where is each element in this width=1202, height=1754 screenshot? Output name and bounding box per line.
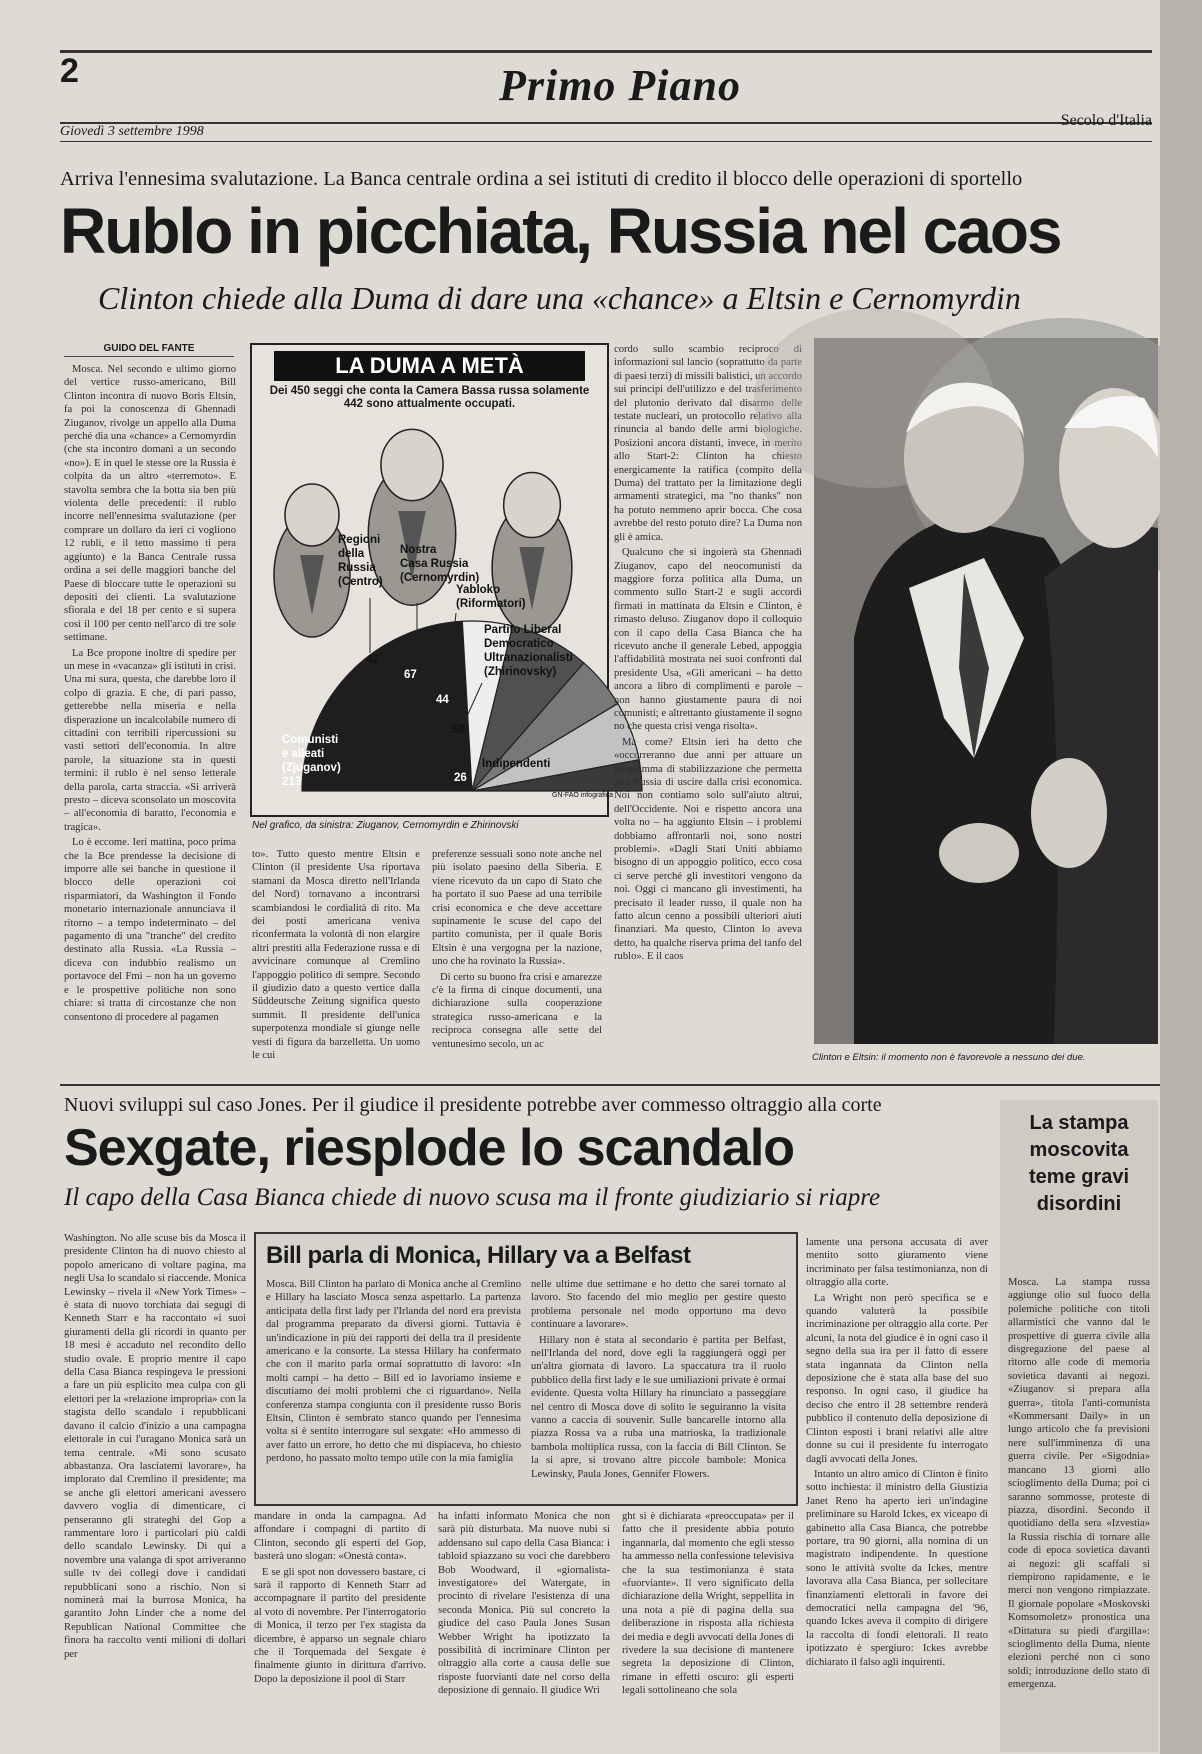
story2-kicker: Nuovi sviluppi sul caso Jones. Per il giudice il presidente potrebbe aver commesso oltraggio alla corte (64, 1094, 882, 1116)
story2-col5-p2: La Wright non però specifica se e quando valuterà la possibile incriminazione per oltraggio alla corte. Per alcuni, la nota del giudice è in ogni caso il segno della sua ira per il fatto di essere stata ingannata da Clinton nella deposizione che è stata alla base del suo responso. In ogni caso, il giudice ha deciso che entro il 28 settembre renderà pubblico il contenuto della deposizione di Clinton esposti i brani relativi alle altre donne su cui il presidente fu interrogato dagli avvocati della Jones. (806, 1292, 988, 1465)
label-communists-1: e alleati (282, 748, 325, 760)
value-67: 67 (404, 669, 417, 681)
label-communists-3: 213 (282, 776, 302, 788)
page-number: 2 (60, 52, 79, 90)
doll-ziuganov-face (285, 484, 339, 546)
paper-name: Secolo d'Italia (1060, 112, 1152, 129)
story1-byline: GUIDO DEL FANTE (64, 343, 234, 357)
story1-subhead: Clinton chiede alla Duma di dare una «chance» a Eltsin e Cernomyrdin (98, 280, 1021, 316)
label-regions-0: Regioni (338, 534, 381, 546)
value-42: 42 (366, 654, 379, 666)
photo-figures (814, 338, 1158, 1044)
hillary-box-p3: Hillary non è stata al secondario è partita per Belfast, nell'Irlanda del nord, dove egli la raggiungerà oggi per un'altra giornata di lavoro. La spaccatura tra il ruolo pubblico della first lady e le sue umiliazioni private è ormai evidente. Questa volta Hillary ha rinunciato a passeggiare nel centro di Mosca dove di solito le seguiranno la visita vanno a caccia di souvenir. Sulle bancarelle intorno alla piazza Rossa va a ruba una matrioska, la tradizionale bambola moltiplica russa, con la faccia di Bill Clinton. Se la si apre, si trovano altre piccole bambole: Monica Lewinsky, Paula Jones, Gennifer Flowers. (531, 1334, 786, 1480)
section-title: Primo Piano (498, 61, 742, 110)
sidebar-text: Mosca. La stampa russa aggiunge olio sul fuoco della polemiche politiche con titoli allarmistici che vanno dal le prospettive di guerra civile alla disgregazione del paese al ritorno alle code di memoria sovietica davanti ai negozi. «Ziuganov si prepara alla guerra», titola l'anti-comunista «Kommersant Daily» in un lungo articolo che fa previsioni nere sull'imminenza di una guerra civile. Per «Sigodnia» mancano 13 giorni allo scioglimento della Duma; poi ci saranno sommosse, proteste di piazza, disordini. Secondo il quotidiano della sera «Izvestia» la Russia rischia di tornare alle code di epoca sovietica davanti ai negozi: gli scaffali si riempirono rapidamente, e le merci non vengono rimpiazzate. Il giornale popolare «Moskovski Komsomoletz» pronostica una «Dittatura su piedi d'argilla»: scioglimento della Duma, niente elezioni perché non ci sono soldi; introduzione dello stato di emergenza. (1008, 1277, 1150, 1691)
hillary-box-column-2 (531, 1278, 786, 1498)
label-communists-2: (Zjuganov) (282, 762, 341, 774)
label-ndr-1: Casa Russia (400, 558, 469, 570)
duma-graphic (250, 343, 614, 817)
hillary-box-p2: nelle ultime due settimane e ho detto che sarei tornato al lavoro. Sto facendo del mio meglio per gestire questo problema personale nel modo opportuno ma devo continuare a lavorare». (531, 1279, 786, 1331)
label-ldpr-3: (Zhirinovsky) (484, 666, 557, 678)
story1-col4-p2: Qualcuno che si ingoierà sta Ghennadi Ziuganov, capo del neocomunisti da maggiore forza politica alla Duma, un commento sullo Start-2 e sugli accordi firmati in mattinata da Eltsin e Clinton, è rimasto deluso. Ziuganov dopo il colloquio con il capo della Casa Bianca che ha ricevuto anche il generale Lebed, appoggia l'affidabilità mostrata nei suoi confronti dal presidente Usa, «Gli americani – ha detto ancora a libro di complimenti e parole – non hanno giustamente paura di noi comunisti; e altrettanto giustamente il sogno no che questa crisi venga risolta». (614, 547, 803, 733)
label-ldpr-1: Democratico (484, 638, 554, 650)
top-rule (60, 50, 1152, 53)
doll-zhirinovski-face (504, 472, 561, 537)
story1-col1-p2: La Bce propone inoltre di spedire per un mese in «vacanza» gli istituti in crisi. Una mi sura, questa, che darebbe loro il colpo di grazia. E che, di pari passo, getterebbe nella miseria e nella disperazione un incalcolabile numero di cittadini con terribili ripercussioni su vasti settori dell'economia. In altre parole, la situazione sta in questi termini: il rublo è nel senso letterale della parola, carta straccia. «Si arriverà presto – diceva sconsolato un moscovita – all'economia di baratto, l'economia e tragica». (64, 647, 236, 833)
label-communists-0: Comunisti (282, 734, 339, 746)
label-ndr-2: (Cernomyrdin) (400, 572, 480, 584)
story2-column-3 (438, 1510, 610, 1750)
label-ldpr-2: Ultranazionalisti (484, 652, 573, 664)
hillary-box-p1: Mosca. Bill Clinton ha parlato di Monica anche al Cremlino e Hillary ha lasciato Mosca senza aspettarlo. La partenza anticipata della first lady per l'Irlanda del nord era prevista dal programma preparato da diversi giorni. Tuttavia è un'indicazione in più dei rapporti dei della tra il presidente americano e la consorte. La stessa Hillary ha confermato che con il marito parla ormai soprattutto di lavoro: «In molti campi – ha detto – Bill ed io lavoriamo insieme e discutiamo dei molti problemi che ci riguardano». Nella conferenza stampa congiunta con il presidente russo Boris Eltsin, Clinton è sembrato stanco quando per l'ennesima volta si è sentito interrogare sul sexgate: «Ho ammesso di aver fatto un errore, ho detto che mi dispiaceva, ho chiesto perdono, ho passato molto tempo utile con la mia famiglia (266, 1279, 521, 1465)
duma-pie-chart (252, 393, 614, 813)
graphic-subtitle: Dei 450 seggi che conta la Camera Bassa russa solamente 442 sono attualmente occupati. (269, 385, 590, 410)
story2-column-2 (254, 1510, 426, 1750)
story2-col2-p1: mandare in onda la campagna. Ad affondare i compagni di partito di Clinton, secondo gli esperti del Gop, basterà uno slogan: «Onestà conta». (254, 1511, 426, 1563)
graphic-credit: GN-FAO infografica (552, 792, 614, 799)
story1-column-4 (614, 343, 802, 1373)
graphic-caption: Nel grafico, da sinistra: Ziuganov, Cernomyrdin e Zhirinovski (252, 820, 519, 831)
story2-column-1 (64, 1232, 246, 1752)
story2-column-4 (622, 1510, 794, 1750)
header-bottom-rule (60, 141, 1152, 142)
story1-col1-p3: Lo è eccome. Ieri mattina, poco prima che la Bce prendesse la decisione di imporre alle sei banche in questione il blocco delle operazioni coi risparmiatori, da Washington il Fondo monetario internazionale annunciava il ritorno – a tempo indeterminato – del pagamento di una "tranche" del credito destinato alla Russia. «La Russia – diceva con indubbio realismo un portavoce del Fmi – non ha un governo e le prospettive politiche non sono chiare: si tratta di circostanze che non consentono di procedere al pagamen (64, 837, 236, 1023)
graphic-title: LA DUMA A METÀ (274, 351, 585, 381)
story1-headline: Rublo in picchiata, Russia nel caos (60, 195, 1061, 267)
story2-col3-p1: ha infatti informato Monica che non sarà più disturbata. Ma nuove nubi si addensano sul capo della Casa Bianca: i tabloid spiazzano su voci che darebbero Bob Woodward, il «giornalista-investigatore» del Watergate, in procinto di rivelare l'esistenza di una seconda Monica. Più sul concreto la giudice del caso Paula Jones Susan Webber Wright ha ipotizzato la possibilità di incriminare Clinton per oltraggio alla corte a causa delle sue risposte fuorvianti date nel corso della deposizione di gennaio. Il giudice Wri (438, 1511, 610, 1697)
label-regions-2: Russia (338, 562, 376, 574)
issue-date: Giovedì 3 settembre 1998 (60, 124, 204, 139)
label-ndr-0: Nostra (400, 544, 437, 556)
label-yabloko-0: Yabloko (456, 584, 501, 596)
label-yabloko-1: (Riformatori) (456, 598, 526, 610)
photo-caption: Clinton e Eltsin: il momento non è favorevole a nessuno dei due. (812, 1052, 1086, 1063)
story2-col1-p1: Washington. No alle scuse bis da Mosca il presidente Clinton ha di nuovo chiesto al popolo americano di voltare pagina, ma negli Usa lo scandalo si riaccende. Monica Lewinsky – rivela il «New York Times» – è stata di nuovo torchiata dai segugi di Kenneth Starr e ha raccontato «i suoi giuramenti della gli ricordi in quanto per 18 mesi è accaduto nel recondito dello studio ovale. E proprio mentre il capo della Casa Bianca respingeva le pressioni a fare un più esplicito mea culpa con gli elettori per la «relazione impropria» con la stagista dello scandalo i repubblicani davano il calcio d'inizio a una campagna elettorale in cui l'uragano Monica sarà un tema centrale. «Mi sono scusato abbastanza. Ora lasciatemi lavorare», ha implorato dal Cremlino il presidente; ma se anche gli elettori americani avessero davvero voglia di dimenticare, ci penseranno gli strateghi del Gop a rammentare loro i particolari più caldi dello scandalo Lewinsky. Di qui a novembre una valanga di spot arriveranno sulle tv dei collegi dove i candidati repubblicani sono a rischio. Non si nominerà mai la burrosa Monica, ha garantito John Linder che a nome del Republican National Committee che finora ha raccolto venti milioni di dollari per (64, 1233, 246, 1660)
story1-col3-p2: Di certo su buono fra crisi e amarezze c'è la firma di cinque documenti, una dichiarazione sulla cooperazione strategica russo-americana e la reciproca consegna alle sette del ventunesimo secolo, un ac (432, 971, 602, 1050)
doll-cernomyrdin-face (381, 429, 443, 500)
label-regions-1: della (338, 548, 365, 560)
story1-col4-p1: cordo sullo scambio reciproco di informazioni sul lancio (soprattutto da parte di paesi terzi) di missili balistici, un accordo sui principi dell'utilizzo e del trasferimento del plutonio derivato dal disarmo delle testate nucleari, un protocollo relativo alla rinuncia al bando delle armi biologiche. Posizioni ancora distanti, invece, in merito allo Start-2: Clinton ha chiesto energicamente la ratifica (compito della Duma) del trattato per la limitazione degli armamenti strategici, ma "no thanks" non ha potuto nemmeno aprir bocca. Che cosa avrebbe del resto potuto dire? La Duma non gli è amica. (614, 344, 802, 543)
clinton-eltsin-photo (814, 338, 1158, 1044)
story2-col2-p2: E se gli spot non dovessero bastare, ci sarà il rapporto di Kenneth Starr ad accompagnare il partito del presidente al voto di novembre. Per l'interrogatorio di Monica, il terzo per l'ex stagista da dicembre, è apparso un segnale chiaro che il Torquemada del Sexgate è finalmente giunto in dirittura d'arrivo. Dopo la deposizione il pool di Starr (254, 1566, 426, 1685)
story1-col1-p1: Mosca. Nel secondo e ultimo giorno del vertice russo-americano, Bill Clinton incontra di nuovo Boris Eltsin, fa poi la conoscenza di Ghennadi Ziuganov, rivolge un appello alla Duma perché dia una «chance» a Cernomyrdin (che sta incontro domani a un secondo «no»). E in quel le stesse ore la Russia è colpita da un altro «terremoto». E stavolta sembra che la botta sia ben più violenta delle precedenti: il rublo incorre nell'ennesima svalutazione (per comprare un dollaro da ieri ci vogliono 12 rubli, e il tetto massimo ti pera aggiunto) e la Banca Centrale russa ordina a sei delle maggiori banche del Paese di bloccare tutte le operazioni su depositi dei clienti. La svalutazione sfiorala e del 18 per cento e si supera così il 100 per cento nell'arco di tre sole settimane. (64, 364, 236, 644)
story2-col4-p1: ght si è dichiarata «preoccupata» per il fatto che il presidente abbia potuto ingannarla, dal momento che egli stesso ha ammesso nella confessione televisiva che la sua testimonianza è stata «fuorviante». Il vero significato della dichiarazione della Wright, seppellita in una nota a piè di pagina della sua deliberazione in risposta alla richiesta dei media e degli avvocati della Jones di rivedere la sua decisione di mantenere segreta la deposizione di Clinton, rimane in effetti oscuro: gli esperti legali sottolineano che sola (622, 1511, 794, 1697)
hillary-box-headline: Bill parla di Monica, Hillary va a Belfast (266, 1242, 691, 1269)
story2-col5-p1: lamente una persona accusata di aver mentito sotto giuramento viene incriminato per falsa testimonianza, non di oltraggio alla corte. (806, 1237, 988, 1289)
value-50: 50 (452, 724, 465, 736)
story1-col3-p1: preferenze sessuali sono note anche nel più isolato paesino della Siberia. E viene ricevuto da un capo di Stato che ha portato il suo Paese ad una terribile crisi economica e che deve accettare supinamente le scuse del capo del partito comunista, per il quale Boris Eltsin è una vergogna per la nazione, uno che ha rovinato la Russia». (432, 849, 602, 968)
story1-column-1 (64, 363, 236, 1373)
label-regions-3: (Centro) (338, 576, 383, 588)
hillary-box (254, 1232, 798, 1506)
section-divider (60, 1084, 1160, 1086)
page-edge (1160, 0, 1202, 1754)
label-independents: Indipendenti (482, 758, 551, 770)
value-44: 44 (436, 694, 449, 706)
value-26: 26 (454, 772, 467, 784)
story1-col2-p1: to». Tutto questo mentre Eltsin e Clinton (il presidente Usa riportava stamani da Mosca diretto nell'Irlanda del Nord) tornavano a incontrarsi scambiandosi le cordialità di rito. Ma dei posti americana veniva riconfermata la volontà di non elargire altri prestiti alla Federazione russa e di avvicinare comunque al Cremlino l'appoggio politico di sempre. Secondo il giudizio dato a questo vertice dalla Süddeutsche Zeitung significa questo summit. Il presidente dell'unica superpotenza mondiale si giunge nelle vesti di figura da barzelletta. Un uomo le cui (252, 849, 420, 1062)
story1-kicker: Arriva l'ennesima svalutazione. La Banca centrale ordina a sei istituti di credito il blocco delle operazioni di sportello (60, 168, 1023, 190)
hillary-box-column-1 (266, 1278, 521, 1498)
story2-headline: Sexgate, riesplode lo scandalo (64, 1119, 795, 1177)
story2-subhead: Il capo della Casa Bianca chiede di nuovo scusa ma il fronte giudiziario si riapre (64, 1184, 881, 1211)
story2-col5-p3: Intanto un altro amico di Clinton è finito sotto inchiesta: il ministro della Giustizia Janet Reno ha aperto ieri un'indagine preliminare su Harold Ickes, ex viceapo di gabinetto alla Casa Bianca, che potrebbe portare, tra 90 giorni, alla nomina di un magistrato indipendente. In questione sono le attività svolte da Ickes, mentre lavorava alla Casa Bianca, per sollecitare finanziamenti elettorali in favore dei democratici nella campagna del '96, quando Ickes aveva il compito di dirigere la raccolta di fondi elettorali. Il reato ipotizzato è spergiuro: Ickes avrebbe dichiarato il falso agli inquirenti. (806, 1468, 988, 1668)
label-ldpr-0: Partito Liberal (484, 624, 562, 636)
story2-column-5 (806, 1236, 988, 1752)
story1-col4-p3: Ma come? Eltsin ieri ha detto che «occorreranno due anni per attuare un programma di stabilizzazione che permetta alla Russia di uscire dalla crisi economica. Noi non contiamo solo sull'aiuto altrui, dell'Occidente. Noi e rispetto ancora una volta no – ha aggiunto Eltsin – i problemi dobbiamo affrontarli noi, sono nostri problemi». «Dagli Stati Uniti abbiamo bisogno di un appoggio politico, ecco cosa ci serve perché gli investitori vengono da noi. Oggi ci mancano gli investimenti, ha precisato il leader russo, il quale non ha fatto alcun cenno a possibili ulteriori aiuti finanziari. Ma questo, Clinton lo aveva detto, ha qualche riserva prima del tanfo del rublo». E il caos (614, 736, 802, 963)
sidebar-box (1000, 1100, 1158, 1752)
sidebar-headline: La stampa moscovita teme gravi disordini (1028, 1112, 1130, 1215)
